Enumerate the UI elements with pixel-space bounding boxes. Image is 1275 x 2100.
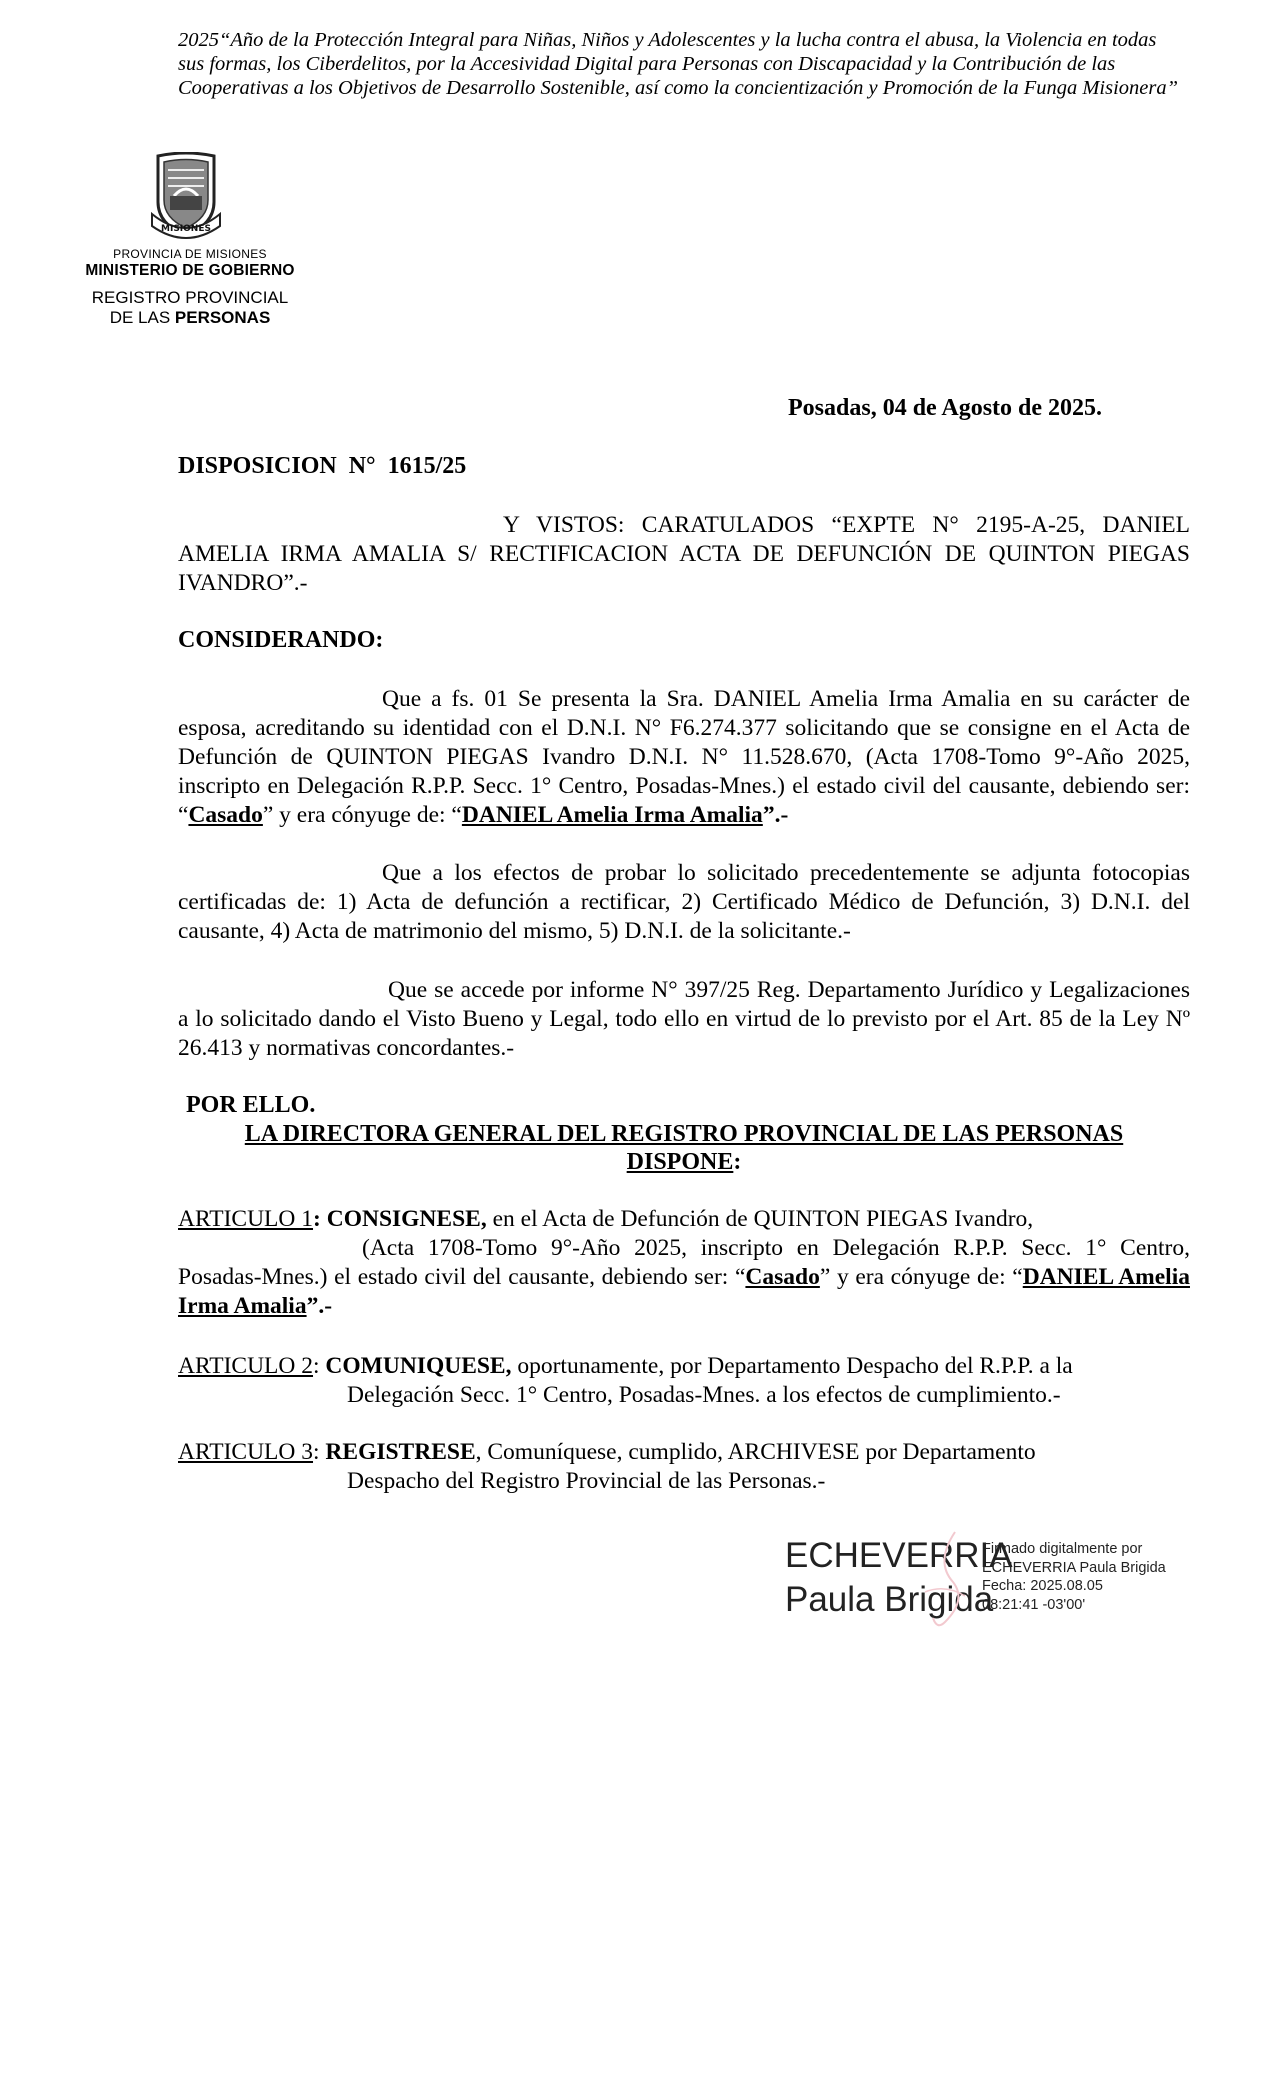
articulo-1-colon: : xyxy=(313,1206,327,1232)
dispone-colon: : xyxy=(733,1149,742,1175)
articulo-3-line2: Despacho del Registro Provincial de las Personas.- xyxy=(347,1468,826,1494)
articulo-1-spouse: DANIEL Amelia Irma Amalia xyxy=(178,1264,1190,1319)
articulo-1-end: ”.- xyxy=(306,1293,333,1319)
articulo-2-line1: oportunamente, por Departamento Despacho del R.P.P. a la xyxy=(511,1353,1073,1379)
articulo-3 xyxy=(178,1438,1190,1496)
signature-scribble-icon xyxy=(915,1522,975,1632)
registry-label-personas: PERSONAS xyxy=(174,308,271,327)
par1-casado: Casado xyxy=(188,802,263,828)
considerando-paragraph-1 xyxy=(178,685,1190,830)
articulo-3-verb: REGISTRESE xyxy=(325,1439,476,1465)
par2-text: Que a los efectos de probar lo solicitado precedentemente se adjunta fotocopias certificadas de: 1) Acta de defunción a rectificar, 2) Certificado Médico de Defunción, 3) D.N.I. del causante, 4) Acta de matrimonio del mismo, 5) D.N.I. de la solicitante.- xyxy=(178,860,1190,944)
par1-mid: ” y era cónyuge de: “ xyxy=(262,802,462,828)
dispone-label: DISPONE xyxy=(626,1149,734,1175)
crest-text: MISIONES xyxy=(161,224,211,234)
date-line: Posadas, 04 de Agosto de 2025. xyxy=(788,395,1103,421)
articulo-1-verb: CONSIGNESE, xyxy=(326,1206,487,1232)
par1-end: ”.- xyxy=(762,802,789,828)
articulo-3-label: ARTICULO 3 xyxy=(178,1439,314,1465)
articulo-2-label: ARTICULO 2 xyxy=(178,1353,314,1379)
considerando-paragraph-3 xyxy=(178,976,1190,1063)
considerando-paragraph-2 xyxy=(178,859,1190,946)
province-crest-logo xyxy=(144,152,228,240)
vistos-text: Y VISTOS: CARATULADOS “EXPTE N° 2195-A-25, DANIEL AMELIA IRMA AMALIA S/ RECTIFICACION ACTA DE DEFUNCIÓN DE QUINTON PIEGAS IVANDRO”.- xyxy=(178,512,1190,596)
por-ello-heading: POR ELLO. xyxy=(186,1092,316,1118)
signature-info-line: 08:21:41 -03'00' xyxy=(982,1596,1086,1613)
signature-info-line: Fecha: 2025.08.05 xyxy=(982,1578,1103,1594)
articulo-1-label: ARTICULO 1 xyxy=(178,1206,314,1232)
par1-spouse: DANIEL Amelia Irma Amalia xyxy=(461,802,763,828)
articulo-1-line1: en el Acta de Defunción de QUINTON PIEGAS Ivandro, xyxy=(486,1206,1034,1232)
vistos-paragraph xyxy=(178,511,1190,598)
articulo-2-colon: : xyxy=(313,1353,326,1379)
province-label: PROVINCIA DE MISIONES xyxy=(113,247,267,261)
signature-info-line: ECHEVERRIA Paula Brigida xyxy=(982,1559,1166,1576)
disposition-number: DISPOSICION N° 1615/25 xyxy=(178,453,467,479)
articulo-1-casado: Casado xyxy=(745,1264,820,1290)
header-motto: 2025“Año de la Protección Integral para Niñas, Niños y Adolescentes y la lucha contra el abusa, la Violencia en todas sus formas, los Ciberdelitos, por la Accesividad Digital para Personas con Discapacidad y la Contribución de las Cooperativas a los Objetivos de Desarrollo Sostenible, así como la concientización y Promoción de la Funga Misionera” xyxy=(178,29,1179,99)
signature-info-line: Firmado digitalmente por xyxy=(982,1541,1143,1557)
registry-label-prefix: DE LAS xyxy=(109,308,175,327)
signature-name-line2: Paula Brigida xyxy=(785,1580,994,1619)
articulo-1-rest: (Acta 1708-Tomo 9°-Año 2025, inscripto en Delegación R.P.P. Secc. 1° Centro, Posadas-Mnes.) el estado civil del causante, debiendo ser: “ xyxy=(178,1235,1190,1290)
directora-title: LA DIRECTORA GENERAL DEL REGISTRO PROVINCIAL DE LAS PERSONAS xyxy=(244,1121,1124,1147)
ministry-label: MINISTERIO DE GOBIERNO xyxy=(85,262,295,279)
signature-info xyxy=(982,1540,1166,1614)
considerando-heading: CONSIDERANDO: xyxy=(178,627,384,653)
articulo-3-colon: : xyxy=(313,1439,326,1465)
articulo-2-line2: Delegación Secc. 1° Centro, Posadas-Mnes. a los efectos de cumplimiento.- xyxy=(347,1382,1061,1408)
registry-label-line1: REGISTRO PROVINCIAL xyxy=(91,288,289,307)
articulo-2-verb: COMUNIQUESE, xyxy=(325,1353,512,1379)
signature-name-line1: ECHEVERRIA xyxy=(785,1536,1013,1575)
articulo-3-line1: , Comuníquese, cumplido, ARCHIVESE por Departamento xyxy=(475,1439,1036,1465)
registry-label-line2 xyxy=(70,308,310,328)
par3-text: Que se accede por informe N° 397/25 Reg. Departamento Jurídico y Legalizaciones a lo solicitado dando el Visto Bueno y Legal, todo ello en virtud de lo previsto por el Art. 85 de la Ley Nº 26.413 y normativas concordantes.- xyxy=(178,977,1190,1061)
articulo-1-mid: ” y era cónyuge de: “ xyxy=(819,1264,1023,1290)
articulo-1 xyxy=(178,1205,1190,1321)
articulo-2 xyxy=(178,1352,1190,1410)
directora-heading xyxy=(178,1120,1190,1176)
par1-text: Que a fs. 01 Se presenta la Sra. DANIEL Amelia Irma Amalia en su carácter de esposa, acreditando su identidad con el D.N.I. N° F6.274.377 solicitando que se consigne en el Acta de Defunción de QUINTON PIEGAS Ivandro D.N.I. N° 11.528.670, (Acta 1708-Tomo 9°-Año 2025, inscripto en Delegación R.P.P. Secc. 1° Centro, Posadas-Mnes.) el estado civil del causante, debiendo ser: “ xyxy=(178,686,1190,828)
